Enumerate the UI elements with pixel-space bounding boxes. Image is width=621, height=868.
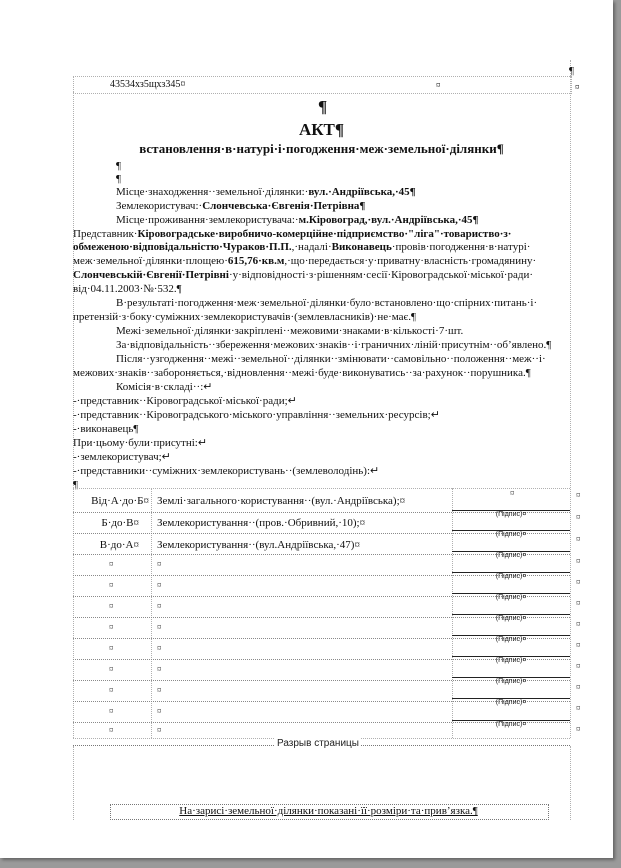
end-pilcrow: ¶ bbox=[73, 479, 78, 491]
table-cell-signature: (Підпис)¤ bbox=[452, 677, 570, 686]
text-run: ,·що·передається·у·приватну·власність·громадянину· bbox=[284, 255, 537, 267]
residence-label: Місце·проживання·землекористувача:· bbox=[116, 214, 299, 226]
row-end-mark: ¤ bbox=[576, 490, 581, 500]
table-cell-segment: Б·до·В¤ bbox=[101, 517, 139, 529]
row-end-mark: ¤ bbox=[576, 556, 581, 566]
text-run: 615,76·кв.м bbox=[227, 255, 285, 267]
location-value: вул.·Андріївська,·45¶ bbox=[308, 186, 416, 198]
paragraph-line: В·результаті·погодження·меж·земельної·ділянки·було·встановлено·що·спірних·питань·і· bbox=[116, 297, 538, 309]
page-break-label: Разрыв страницы bbox=[277, 738, 359, 749]
paragraph-line bbox=[73, 240, 530, 254]
table-cell-signature: (Підпис)¤ bbox=[452, 720, 570, 729]
row-end-mark: ¤ bbox=[576, 640, 581, 650]
table-cell-description: Землекористування··(вул.Андріївська,·47)¤ bbox=[157, 539, 360, 551]
table-cell-segment: ¤ bbox=[109, 580, 114, 590]
header-cell-mark: ¤ bbox=[436, 80, 441, 90]
commission-member: -·представник··Кіровоградського·міського·управління··земельних·ресурсів;↵ bbox=[73, 409, 440, 421]
row-end-mark: ¤ bbox=[576, 661, 581, 671]
text-run: Представник· bbox=[73, 228, 138, 240]
table-cell-signature: ¤ bbox=[510, 488, 515, 498]
blank-line: ¶ bbox=[116, 160, 121, 172]
paragraph-line: межових·знаків··забороняється,·відновлення··межі·буде·виконуватись··за·рахунок··порушника.¶ bbox=[73, 367, 531, 379]
table-cell-signature: (Підпис)¤ bbox=[452, 593, 570, 602]
table-cell-description: ¤ bbox=[157, 643, 162, 653]
table-cell-segment: В·до·А¤ bbox=[99, 539, 139, 551]
table-cell-description: Землі·загального·користування··(вул.·Андріївська);¤ bbox=[157, 495, 406, 507]
table-cell-description: ¤ bbox=[157, 559, 162, 569]
header-pilcrow: ¶ bbox=[569, 65, 574, 77]
header-row-mark: ¤ bbox=[575, 82, 580, 92]
table-cell-signature: (Підпис)¤ bbox=[452, 635, 570, 644]
paragraph-line bbox=[73, 227, 511, 241]
title-empty-line: ¶ bbox=[318, 97, 328, 116]
table-cell-description: Землекористування··(пров.·Обривний,·10);¤ bbox=[157, 517, 366, 529]
table-cell-segment: Від·А·до·Б¤ bbox=[91, 495, 149, 507]
next-page-guide-left bbox=[73, 746, 74, 820]
location-line bbox=[116, 185, 416, 199]
table-cell-description: ¤ bbox=[157, 664, 162, 674]
table-cell-description: ¤ bbox=[157, 685, 162, 695]
commission-label: Комісія·в·складі··:↵ bbox=[116, 381, 213, 393]
text-run: ·у·відповідності·з·рішенням·сесії·Кіровоградської·міської·ради· bbox=[228, 269, 533, 281]
user-value: Слончевська·Євгенія·Петрівна¶ bbox=[202, 200, 366, 212]
row-end-mark: ¤ bbox=[576, 724, 581, 734]
paragraph-line: Після··узгодження··межі··земельної··ділянки··змінювати··самовільно··положення··меж··і· bbox=[116, 353, 546, 365]
present-item: -·землекористувач;↵ bbox=[73, 451, 171, 463]
table-cell-signature: (Підпис)¤ bbox=[452, 656, 570, 665]
table-cell-description: ¤ bbox=[157, 580, 162, 590]
table-cell-segment: ¤ bbox=[109, 601, 114, 611]
paragraph-line bbox=[73, 268, 533, 282]
document-subtitle: встановлення·в·натурі·і·погодження·меж·земельної·ділянки¶ bbox=[139, 141, 504, 156]
paragraph-line: претензій·з·боку·суміжних·землекористувачів·(землевласників)·не·має.¶ bbox=[73, 311, 416, 323]
table-cell-segment: ¤ bbox=[109, 622, 114, 632]
user-label: Землекористувач:· bbox=[116, 200, 203, 212]
table-border-top bbox=[73, 488, 570, 489]
text-run: Виконавець bbox=[331, 241, 392, 253]
table-cell-description: ¤ bbox=[157, 622, 162, 632]
text-run: обмеженою·відповідальністю·Чураков·П.П. bbox=[73, 241, 292, 253]
header-code: 43534хз5щхз345¤ bbox=[110, 79, 186, 90]
table-cell-signature: (Підпис)¤ bbox=[452, 614, 570, 623]
user-line bbox=[116, 199, 365, 213]
paragraph-line bbox=[73, 254, 536, 268]
table-cell-signature: (Підпис)¤ bbox=[452, 572, 570, 581]
text-run: Кіровоградське·виробничо-комерційне·підприємство·"ліга"·товариство·з· bbox=[137, 228, 512, 240]
paragraph-line: від·04.11.2003·№·532.¶ bbox=[73, 283, 182, 295]
table-cell-segment: ¤ bbox=[109, 664, 114, 674]
row-end-mark: ¤ bbox=[576, 577, 581, 587]
table-cell-signature: (Підпис)¤ bbox=[452, 551, 570, 560]
table-cell-segment: ¤ bbox=[109, 685, 114, 695]
present-label: При·цьому·були·присутні:↵ bbox=[73, 437, 208, 449]
table-cell-segment: ¤ bbox=[109, 559, 114, 569]
row-end-mark: ¤ bbox=[576, 703, 581, 713]
row-end-mark: ¤ bbox=[576, 682, 581, 692]
table-cell-segment: ¤ bbox=[109, 706, 114, 716]
table-cell-signature: (Підпис)¤ bbox=[452, 698, 570, 707]
text-run: ,·надалі· bbox=[291, 241, 332, 253]
residence-value: м.Кіровоград,·вул.·Андріївська,·45¶ bbox=[298, 214, 479, 226]
text-run: ·провів·погодження·в·натурі· bbox=[391, 241, 531, 253]
table-cell-signature: (Підпис)¤ bbox=[452, 530, 570, 539]
commission-member: -·виконавець¶ bbox=[73, 423, 139, 435]
text-run: Слончевській·Євгенії·Петрівні bbox=[73, 269, 229, 281]
text-run: меж·земельної·ділянки·площею· bbox=[73, 255, 228, 267]
table-cell-description: ¤ bbox=[157, 601, 162, 611]
table-cell-segment: ¤ bbox=[109, 643, 114, 653]
table-cell-signature: (Підпис)¤ bbox=[452, 510, 570, 519]
location-label: Місце·знаходження··земельної·ділянки:· bbox=[116, 186, 309, 198]
margin-guide-right bbox=[570, 76, 571, 738]
commission-member: -·представник··Кіровоградської·міської·ради;↵ bbox=[73, 395, 297, 407]
paragraph-line: Межі·земельної·ділянки·закріплені··межовими·знаками·в·кількості·7·шт. bbox=[116, 325, 464, 337]
next-page-guide-right bbox=[570, 746, 571, 820]
blank-line: ¶ bbox=[116, 173, 121, 185]
row-end-mark: ¤ bbox=[576, 619, 581, 629]
residence-line bbox=[116, 213, 478, 227]
table-cell-description: ¤ bbox=[157, 725, 162, 735]
row-end-mark: ¤ bbox=[576, 598, 581, 608]
table-cell-description: ¤ bbox=[157, 706, 162, 716]
footer-note: На·зарисі·земельної·ділянки·показані·її·розміри·та·прив’язка.¶ bbox=[179, 805, 478, 817]
present-item: -·представники··суміжних·землекористувань··(землеволодінь):↵ bbox=[73, 465, 380, 477]
table-cell-segment: ¤ bbox=[109, 725, 114, 735]
row-end-mark: ¤ bbox=[576, 534, 581, 544]
row-end-mark: ¤ bbox=[576, 512, 581, 522]
document-title: АКТ¶ bbox=[298, 120, 345, 139]
paragraph-line: За·відповідальність··збереження·межових·знаків··і·граничних·ліній·присутнім··об’явлено.¶ bbox=[116, 339, 552, 351]
